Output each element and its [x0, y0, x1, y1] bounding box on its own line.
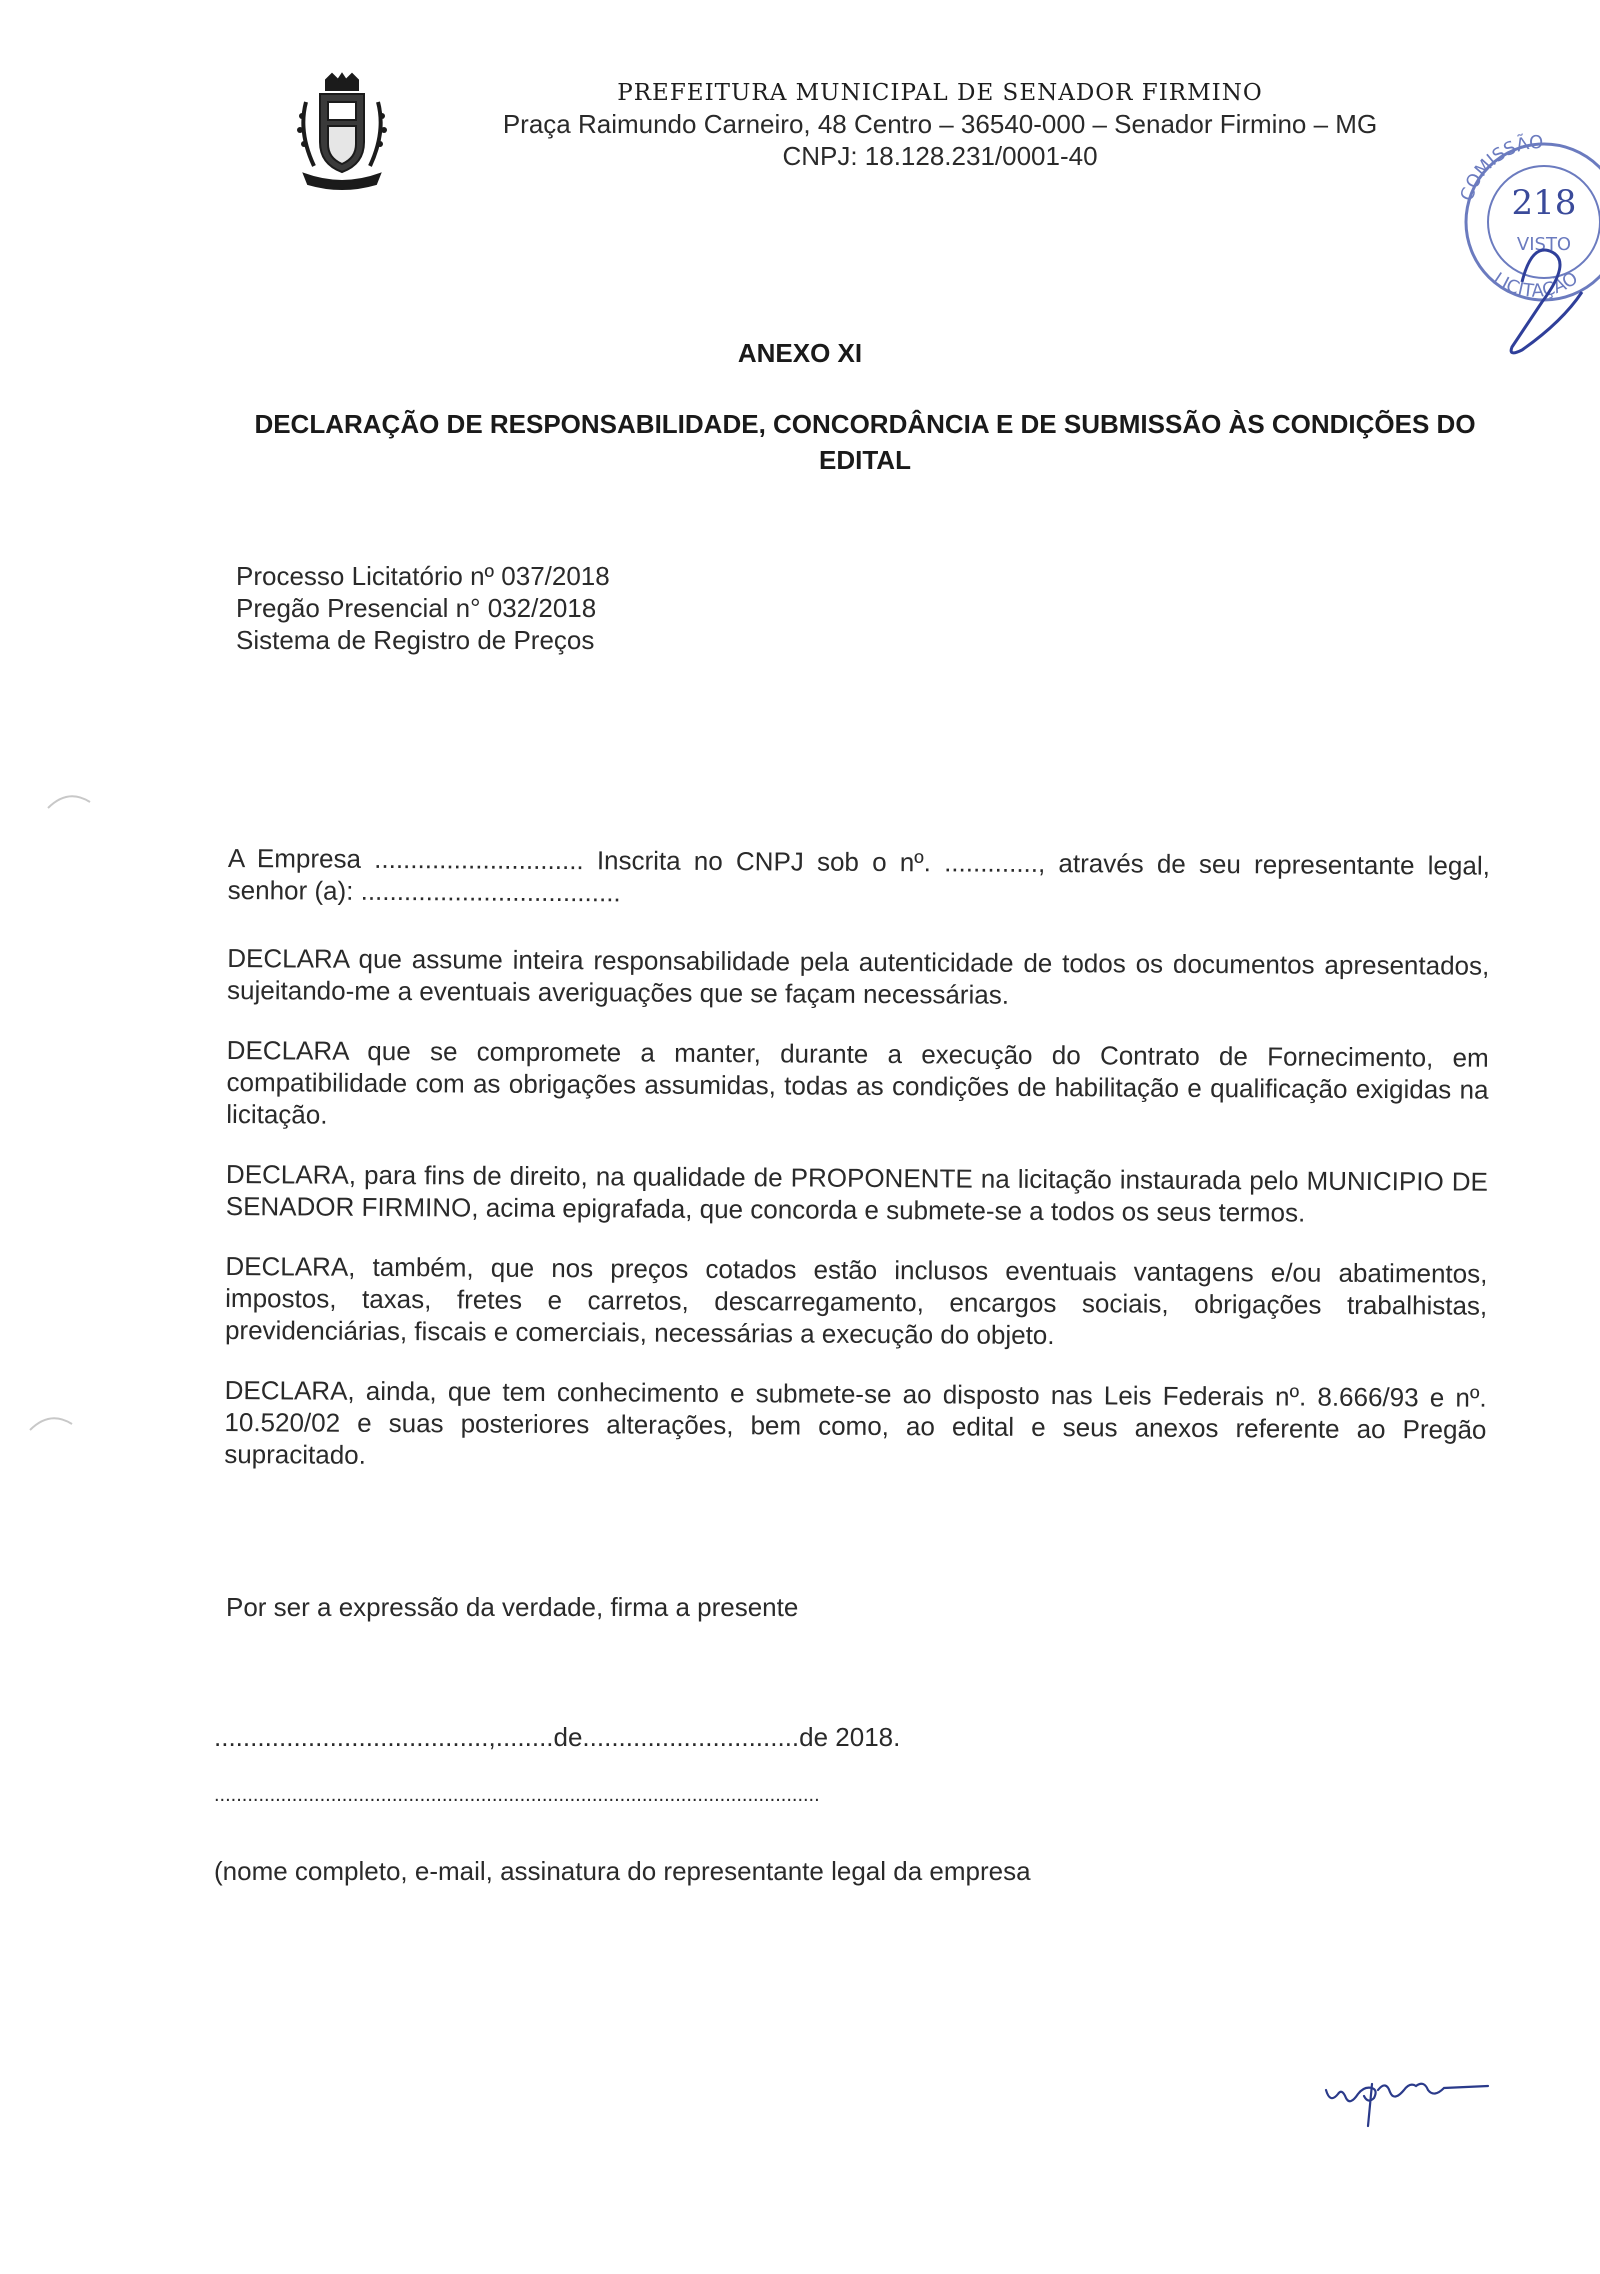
- punch-hole-mark: [28, 1410, 76, 1434]
- address: Praça Raimundo Carneiro, 48 Centro – 36540-000 – Senador Firmino – MG: [502, 109, 1378, 139]
- declaration-paragraph: DECLARA que assume inteira responsabilidade pela autenticidade de todos os documentos apresentados, sujeitando-me a eventuais averiguações que se façam necessárias.: [227, 942, 1490, 1010]
- punch-hole-mark: [46, 788, 94, 812]
- signature-caption: (nome completo, e-mail, assinatura do representante legal da empresa: [214, 1856, 1031, 1886]
- price-registry-system: Sistema de Registro de Preços: [236, 625, 595, 655]
- declaration-paragraph: DECLARA que se compromete a manter, durante a execução do Contrato de Fornecimento, em compatibilidade com as obrigações assumidas, todas as condições de habilitação e qualificação exigidas na licitação.: [226, 1034, 1489, 1130]
- declaration-body: [224, 842, 1490, 1506]
- letterhead: [440, 80, 1440, 172]
- process-number: Processo Licitatório nº 037/2018: [236, 561, 610, 591]
- municipality-name: PREFEITURA MUNICIPAL DE SENADOR FIRMINO: [617, 80, 1263, 106]
- declaration-paragraph: DECLARA, para fins de direito, na qualidade de PROPONENTE na licitação instaurada pelo MUNICIPIO DE SENADOR FIRMINO, acima epigrafada, que concorda e submete-se a todos os seus termos.: [225, 1158, 1489, 1228]
- municipal-coat-of-arms-icon: [292, 72, 392, 192]
- stamp-top-text: COMISSÃO: [1456, 131, 1544, 204]
- stamp-middle-text: VISTO: [1516, 234, 1572, 255]
- process-info: [236, 560, 610, 656]
- company-identification-paragraph: A Empresa ............................. Inscrita no CNPJ sob o nº. ............., através de seu representante legal, senhor (a): ....................................: [227, 843, 1490, 908]
- signature-line: .............................................................................................................: [214, 1784, 820, 1806]
- stamp-bottom-text: LICITAÇÃO: [1489, 267, 1582, 302]
- declaration-title: DECLARAÇÃO DE RESPONSABILIDADE, CONCORDÂNCIA E DE SUBMISSÃO ÀS CONDIÇÕES DO EDITAL: [254, 409, 1476, 475]
- annex-title: ANEXO XI: [737, 338, 863, 368]
- commission-stamp-icon: [1432, 112, 1600, 372]
- declaration-paragraph: DECLARA, também, que nos preços cotados estão inclusos eventuais vantagens e/ou abatimentos, impostos, taxas, fretes e carretos, descarregamento, encargos sociais, obrigações trabalhistas, previdenciárias, fiscais e comerciais, necessárias a execução do objeto.: [224, 1250, 1488, 1351]
- closing-statement: Por ser a expressão da verdade, firma a presente: [226, 1592, 799, 1622]
- handwritten-rubric-icon: [1320, 2060, 1500, 2140]
- date-line: ......................................,........de..............................de 2018.: [214, 1722, 901, 1752]
- stamp-number: 218: [1511, 183, 1577, 223]
- auction-number: Pregão Presencial n° 032/2018: [236, 593, 597, 623]
- cnpj: CNPJ: 18.128.231/0001-40: [782, 141, 1098, 171]
- declaration-paragraph: DECLARA, ainda, que tem conhecimento e submete-se ao disposto nas Leis Federais nº. 8.666/93 e nº. 10.520/02 e suas posteriores alterações, bem como, ao edital e seus anexos referente ao Pregão supracitado.: [224, 1374, 1487, 1470]
